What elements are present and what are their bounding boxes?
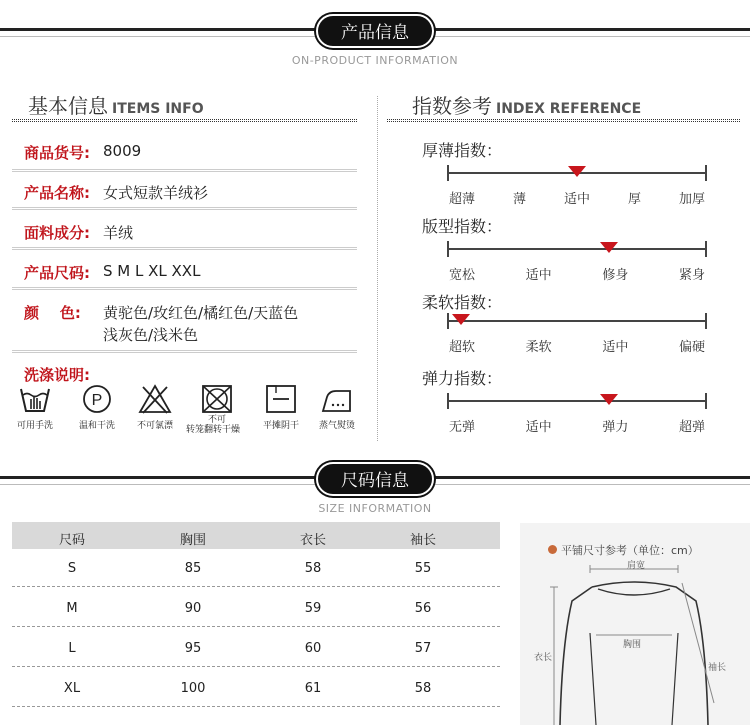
index-title-cn: 指数参考 bbox=[412, 94, 492, 118]
index-title-en: INDEX REFERENCE bbox=[496, 101, 642, 117]
color-label: 颜 色: bbox=[24, 304, 81, 322]
banner-line-left bbox=[0, 28, 316, 31]
wash-item bbox=[185, 383, 244, 435]
row-divider bbox=[12, 350, 357, 353]
table-cell: 58 bbox=[304, 561, 322, 576]
wash-item bbox=[310, 383, 364, 431]
wash-item bbox=[254, 383, 308, 431]
wash-caption: 不可 bbox=[207, 415, 226, 425]
scale-label: 薄 bbox=[512, 192, 527, 207]
index-divider bbox=[387, 119, 740, 122]
scale-label: 偏硬 bbox=[678, 340, 706, 355]
banner-thin-line-right bbox=[434, 484, 750, 485]
scale-end-tick bbox=[705, 241, 707, 257]
table-header-cell: 衣长 bbox=[299, 533, 327, 548]
table-row-divider bbox=[12, 626, 500, 627]
product-info-banner bbox=[0, 8, 750, 68]
scale-title: 版型指数： bbox=[422, 217, 503, 236]
scale-label: 厚 bbox=[627, 192, 642, 207]
scale-axis bbox=[448, 320, 706, 322]
scale-end-tick bbox=[705, 165, 707, 181]
banner-thin-line-left bbox=[0, 36, 316, 37]
scale-label: 超薄 bbox=[448, 192, 476, 207]
sku-label: 商品货号: bbox=[24, 144, 90, 162]
row-divider bbox=[12, 247, 357, 250]
scale-marker-icon bbox=[568, 166, 586, 177]
scale-label: 超软 bbox=[448, 340, 476, 355]
banner-line-right bbox=[434, 28, 750, 31]
row-divider bbox=[12, 169, 357, 172]
scale-label: 超弹 bbox=[678, 420, 706, 435]
scale-label: 紧身 bbox=[678, 268, 706, 283]
svg-text:P: P bbox=[91, 392, 103, 409]
table-cell: 58 bbox=[414, 681, 432, 696]
table-row-divider bbox=[12, 666, 500, 667]
wash-caption: 温和干洗 bbox=[78, 421, 115, 431]
size-info-banner bbox=[0, 456, 750, 516]
length-label: 衣长 bbox=[534, 653, 553, 663]
table-cell: 61 bbox=[304, 681, 322, 696]
banner-line-right bbox=[434, 476, 750, 479]
wash-item bbox=[128, 383, 182, 431]
banner-line-left bbox=[0, 476, 316, 479]
basic-info-title bbox=[28, 90, 204, 119]
scale-title: 柔软指数： bbox=[422, 293, 503, 312]
scale-label: 适中 bbox=[525, 420, 552, 435]
basic-info-divider bbox=[12, 119, 357, 122]
table-cell: XL bbox=[63, 681, 81, 696]
index-title bbox=[412, 90, 641, 119]
scale-label: 弹力 bbox=[602, 420, 629, 435]
scale-label: 柔软 bbox=[525, 340, 552, 355]
dry-clean-icon bbox=[80, 383, 114, 415]
table-row-divider bbox=[12, 586, 500, 587]
table-cell: 90 bbox=[184, 601, 202, 616]
sleeve-label: 袖长 bbox=[708, 663, 727, 673]
no-tumble-dry-icon bbox=[200, 383, 234, 415]
table-cell: 57 bbox=[414, 641, 432, 656]
banner-title: 尺码信息 bbox=[316, 462, 434, 496]
scale-end-tick bbox=[705, 393, 707, 409]
table-cell: 60 bbox=[304, 641, 322, 656]
row-divider bbox=[12, 287, 357, 290]
measurement-diagram bbox=[520, 523, 750, 725]
scale-label: 加厚 bbox=[678, 192, 706, 207]
table-header-cell: 袖长 bbox=[409, 533, 437, 548]
scale-axis bbox=[448, 248, 706, 250]
row-divider bbox=[12, 207, 357, 210]
table-cell: M bbox=[66, 601, 78, 616]
table-cell: 59 bbox=[304, 601, 322, 616]
scale-marker-icon bbox=[600, 394, 618, 405]
scale-label: 宽松 bbox=[448, 268, 476, 283]
shoulder-label: 肩宽 bbox=[627, 561, 646, 571]
banner-thin-line-right bbox=[434, 36, 750, 37]
scale-marker-icon bbox=[600, 242, 618, 253]
hand-wash-icon bbox=[18, 383, 52, 415]
wash-caption: 平摊阴干 bbox=[262, 421, 299, 431]
table-header-cell: 尺码 bbox=[58, 533, 86, 548]
scale-label: 无弹 bbox=[448, 420, 476, 435]
flat-dry-icon bbox=[264, 383, 298, 415]
scale-end-tick bbox=[705, 313, 707, 329]
diagram-title-text: 平铺尺寸参考（单位：cm） bbox=[561, 544, 699, 557]
scale-label: 适中 bbox=[525, 268, 552, 283]
wash-caption: 不可氯漂 bbox=[136, 421, 173, 431]
material-value: 羊绒 bbox=[103, 224, 134, 242]
banner-thin-line-left bbox=[0, 484, 316, 485]
sku-value: 8009 bbox=[103, 142, 142, 160]
sizes-label: 产品尺码: bbox=[24, 264, 90, 282]
product-name-label: 产品名称: bbox=[24, 184, 90, 202]
table-header-cell: 胸围 bbox=[179, 533, 207, 548]
banner-subtitle: ON-PRODUCT INFORMATION bbox=[291, 54, 459, 67]
wash-caption: 蒸气熨烫 bbox=[318, 421, 355, 431]
scale-end-tick bbox=[447, 165, 449, 181]
product-name-value: 女式短款羊绒衫 bbox=[103, 184, 209, 202]
wash-caption: 可用手洗 bbox=[16, 421, 53, 431]
wash-caption-2: 转笼翻转干燥 bbox=[185, 425, 240, 435]
table-row-divider bbox=[12, 706, 500, 707]
basic-info-title-cn: 基本信息 bbox=[28, 94, 108, 118]
scale-title: 弹力指数： bbox=[422, 369, 503, 388]
table-cell: 56 bbox=[414, 601, 432, 616]
color-value-line1: 黄驼色/玫红色/橘红色/天蓝色 bbox=[103, 304, 299, 322]
color-value-line2: 浅灰色/浅米色 bbox=[103, 326, 199, 344]
banner-title: 产品信息 bbox=[316, 14, 434, 48]
scale-label: 修身 bbox=[602, 268, 629, 283]
wash-title: 洗涤说明: bbox=[24, 366, 90, 384]
wash-item bbox=[70, 383, 124, 431]
scale-label: 适中 bbox=[563, 192, 591, 207]
table-cell: 55 bbox=[414, 561, 432, 576]
scale-marker-icon bbox=[452, 314, 470, 325]
basic-info-title-en: ITEMS INFO bbox=[112, 101, 204, 117]
column-divider bbox=[377, 96, 378, 441]
table-cell: S bbox=[67, 561, 77, 576]
scale-end-tick bbox=[447, 241, 449, 257]
sizes-value: S M L XL XXL bbox=[103, 262, 201, 280]
scale-end-tick bbox=[447, 313, 449, 329]
table-cell: 100 bbox=[180, 681, 206, 696]
scale-label: 适中 bbox=[602, 340, 629, 355]
material-label: 面料成分: bbox=[24, 224, 90, 242]
steam-iron-icon bbox=[320, 383, 354, 415]
scale-end-tick bbox=[447, 393, 449, 409]
table-cell: L bbox=[68, 641, 76, 656]
table-cell: 85 bbox=[184, 561, 202, 576]
banner-subtitle: SIZE INFORMATION bbox=[318, 502, 432, 515]
scale-axis bbox=[448, 400, 706, 402]
table-cell: 95 bbox=[184, 641, 202, 656]
scale-title: 厚薄指数： bbox=[422, 141, 503, 160]
no-bleach-icon bbox=[138, 383, 172, 415]
chest-label: 胸围 bbox=[623, 640, 642, 650]
wash-item bbox=[8, 383, 62, 431]
